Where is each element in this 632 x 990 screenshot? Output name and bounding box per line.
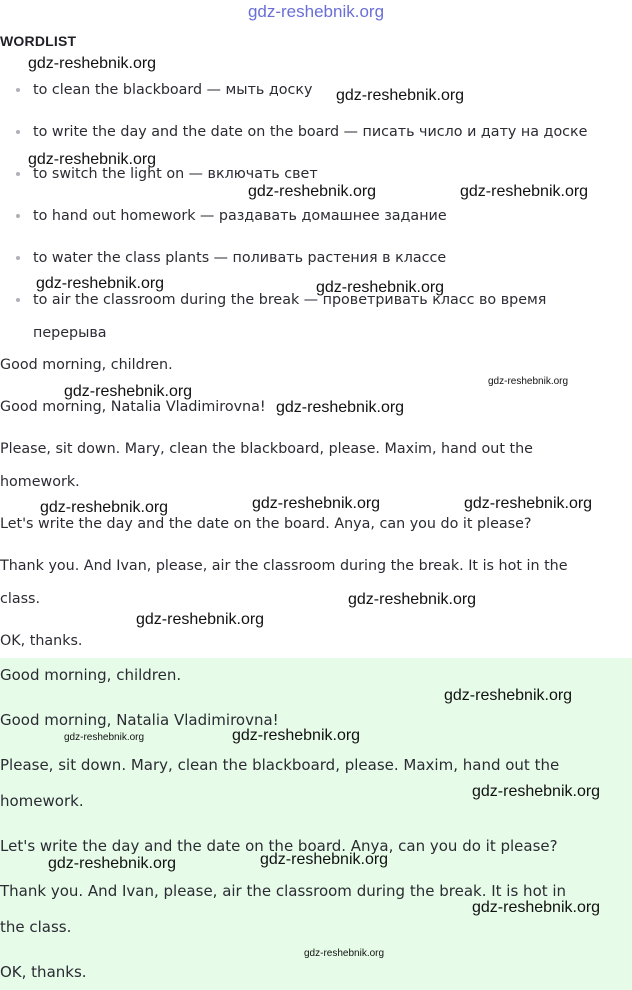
watermark: gdz-reshebnik.org [472,783,601,800]
watermark: gdz-reshebnik.org [336,87,465,104]
watermark: gdz-reshebnik.org [28,151,157,168]
watermark: gdz-reshebnik.org [248,183,377,200]
answer-line: the class. [0,918,72,936]
bullet-icon [16,130,20,134]
wordlist-item: to water the class plants — поливать растения в классе [33,250,447,266]
wordlist-item-continuation: перерыва [33,325,107,341]
watermark: gdz-reshebnik.org [28,55,157,72]
watermark: gdz-reshebnik.org [64,732,145,743]
answer-line: OK, thanks. [0,963,87,981]
bullet-icon [16,214,20,218]
answer-line: homework. [0,792,84,810]
watermark: gdz-reshebnik.org [464,495,593,512]
answer-line: Please, sit down. Mary, clean the blackboard, please. Maxim, hand out the [0,756,560,774]
watermark: gdz-reshebnik.org [40,499,169,516]
watermark: gdz-reshebnik.org [64,383,193,400]
watermark: gdz-reshebnik.org [136,611,265,628]
watermark: gdz-reshebnik.org [276,399,405,416]
dialogue-line: homework. [0,474,80,490]
wordlist-item: to write the day and the date on the board — писать число и дату на доске [33,124,588,140]
watermark: gdz-reshebnik.org [252,495,381,512]
dialogue-line: Good morning, children. [0,357,173,373]
dialogue-line: class. [0,591,41,607]
site-header[interactable]: gdz-reshebnik.org [247,2,385,21]
wordlist-heading: WORDLIST [0,33,77,49]
watermark: gdz-reshebnik.org [260,851,389,868]
watermark: gdz-reshebnik.org [348,591,477,608]
dialogue-line: Let's write the day and the date on the board. Anya, can you do it please? [0,516,532,532]
bullet-icon [16,88,20,92]
watermark: gdz-reshebnik.org [460,183,589,200]
answer-block [0,658,632,990]
bullet-icon [16,172,20,176]
dialogue-line: Good morning, Natalia Vladimirovna! [0,399,266,415]
bullet-icon [16,256,20,260]
watermark: gdz-reshebnik.org [232,727,361,744]
wordlist-item: to switch the light on — включать свет [33,166,318,182]
answer-line: Good morning, Natalia Vladimirovna! [0,711,279,729]
dialogue-line: Thank you. And Ivan, please, air the classroom during the break. It is hot in the [0,558,568,574]
wordlist-item: to clean the blackboard — мыть доску [33,82,313,98]
watermark: gdz-reshebnik.org [36,275,165,292]
answer-line: Let's write the day and the date on the board. Anya, can you do it please? [0,837,558,855]
watermark: gdz-reshebnik.org [488,376,569,387]
watermark: gdz-reshebnik.org [48,855,177,872]
wordlist-item: to air the classroom during the break — проветривать класс во время [33,292,547,308]
bullet-icon [16,298,20,302]
dialogue-line: Please, sit down. Mary, clean the blackboard, please. Maxim, hand out the [0,441,533,457]
watermark: gdz-reshebnik.org [316,279,445,296]
watermark: gdz-reshebnik.org [472,899,601,916]
wordlist-item: to hand out homework — раздавать домашнее задание [33,208,447,224]
answer-line: Thank you. And Ivan, please, air the classroom during the break. It is hot in [0,882,567,900]
answer-line: Good morning, children. [0,666,182,684]
watermark: gdz-reshebnik.org [304,948,385,959]
dialogue-line: OK, thanks. [0,633,83,649]
watermark: gdz-reshebnik.org [444,687,573,704]
